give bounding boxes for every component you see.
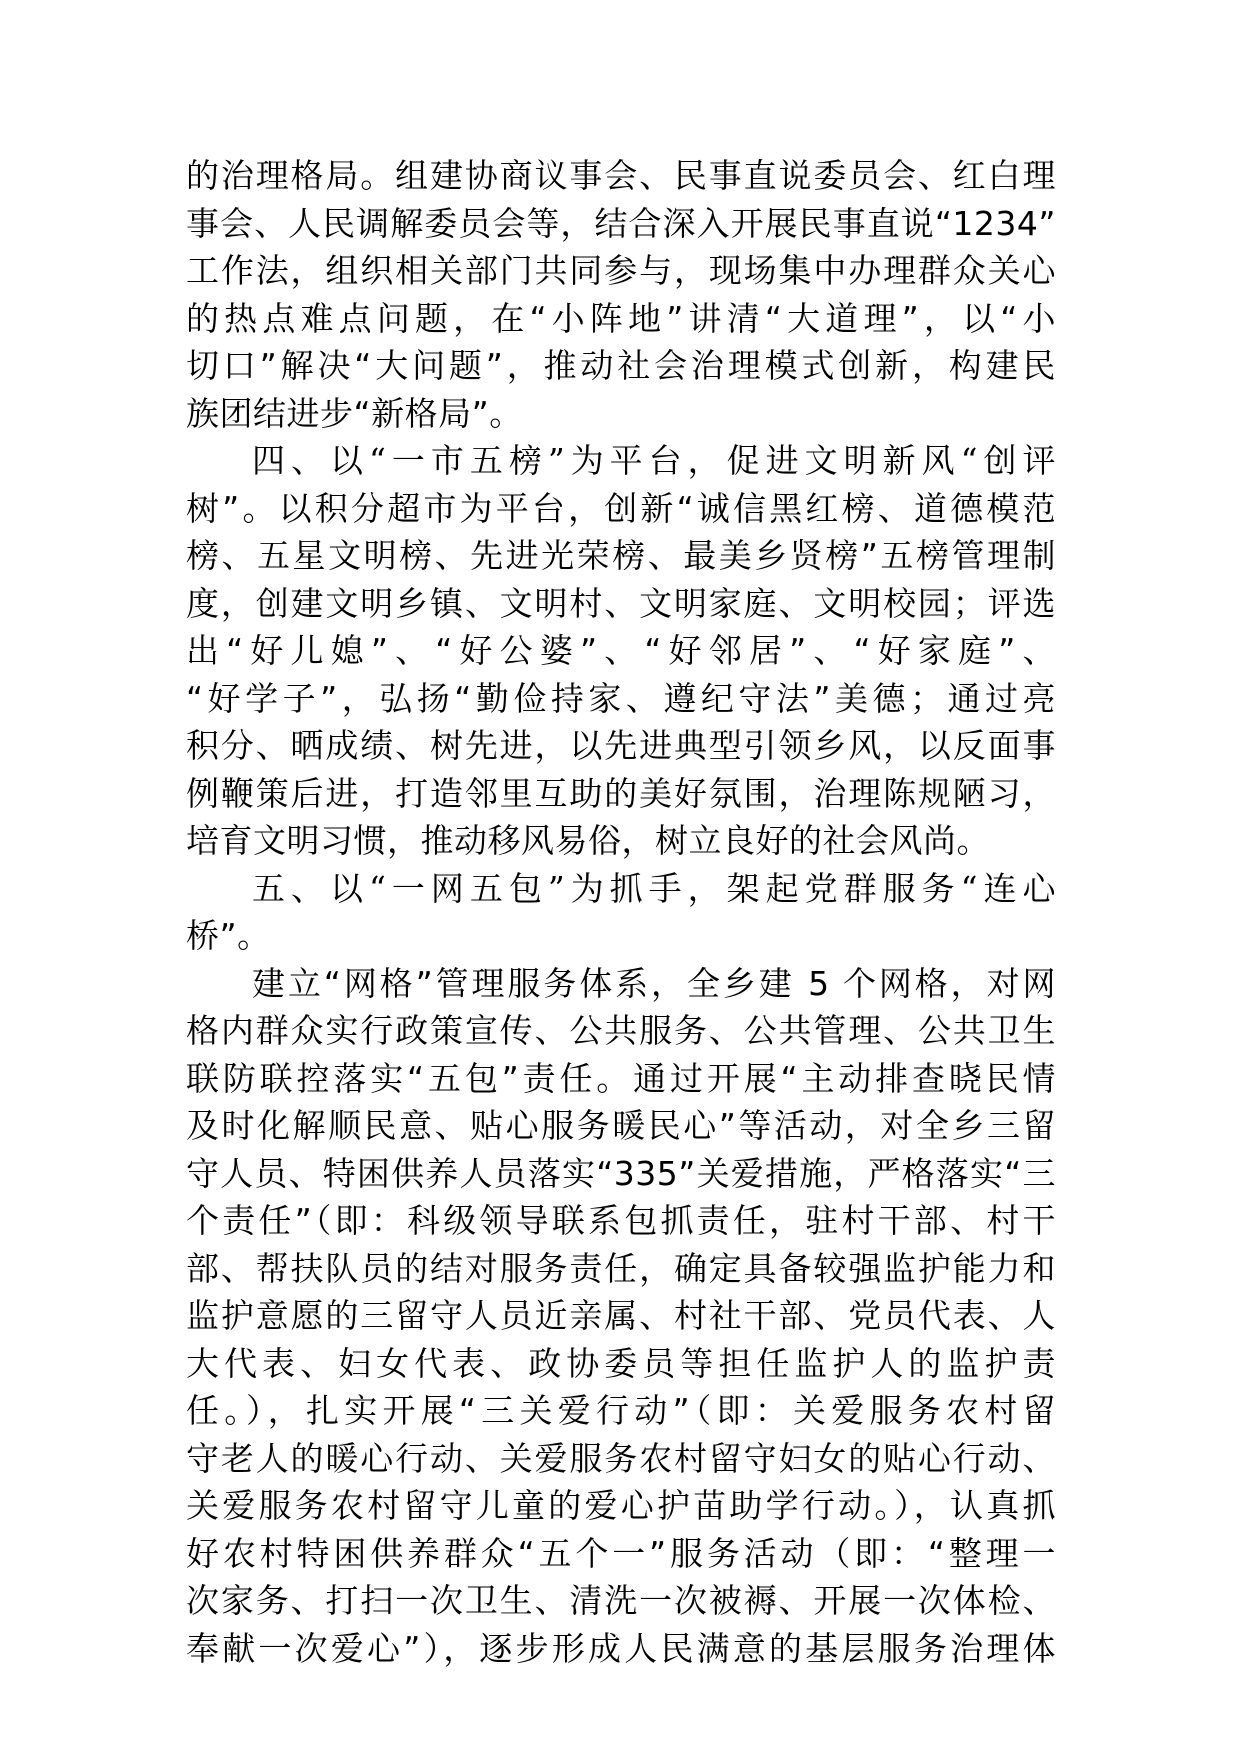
text-line: 事会、人民调解委员会等，结合深入开展民事直说“1234” xyxy=(186,203,1056,243)
text-line: 的热点难点问题，在“小阵地”讲清“大道理”，以“小 xyxy=(186,298,1056,338)
text-line: 的治理格局。组建协商议事会、民事直说委员会、红白理 xyxy=(186,156,1056,195)
text-line: 例鞭策后进，打造邻里互助的美好氛围，治理陈规陋习， xyxy=(186,773,1056,813)
text-line: 好农村特困供养群众“五个一”服务活动（即：“整理一 xyxy=(186,1533,1056,1573)
text-line: 及时化解顺民意、贴心服务暖民心”等活动，对全乡三留 xyxy=(186,1106,1056,1145)
text-line: 度，创建文明乡镇、文明村、文明家庭、文明校园；评选 xyxy=(186,583,1056,623)
text-line: 切口”解决“大问题”，推动社会治理模式创新，构建民 xyxy=(186,346,1056,385)
text-line: 工作法，组织相关部门共同参与，现场集中办理群众关心 xyxy=(186,251,1056,290)
text-line: 关爱服务农村留守儿童的爱心护苗助学行动。），认真抓 xyxy=(186,1486,1056,1525)
text-line: 次家务、打扫一次卫生、清洗一次被褥、开展一次体检、 xyxy=(186,1581,1056,1620)
text-line: 榜、五星文明榜、先进光荣榜、最美乡贤榜”五榜管理制 xyxy=(186,536,1056,575)
text-line: 大代表、妇女代表、政协委员等担任监护人的监护责 xyxy=(186,1343,1056,1383)
text-line: 积分、晒成绩、树先进，以先进典型引领乡风，以反面事 xyxy=(186,726,1056,765)
text-line: 出“好儿媳”、“好公婆”、“好邻居”、“好家庭”、 xyxy=(186,631,1056,670)
text-line: 建立“网格”管理服务体系，全乡建 5 个网格，对网 xyxy=(252,963,1056,1003)
paragraph-governance xyxy=(186,152,1056,437)
text-line: 监护意愿的三留守人员近亲属、村社干部、党员代表、人 xyxy=(186,1296,1056,1335)
section-heading-four: 四、以“一市五榜”为平台，促进文明新风“创评 xyxy=(252,441,1056,480)
text-line: 守人员、特困供养人员落实“335”关爱措施，严格落实“三 xyxy=(186,1153,1056,1193)
text-line: 任。），扎实开展“三关爱行动”（即：关爱服务农村留 xyxy=(186,1391,1056,1430)
text-line: 格内群众实行政策宣传、公共服务、公共管理、公共卫生 xyxy=(186,1011,1056,1050)
text-line: 培育文明习惯，推动移风易俗，树立良好的社会风尚。 xyxy=(186,821,990,860)
text-line: “好学子”，弘扬“勤俭持家、遵纪守法”美德；通过亮 xyxy=(186,678,1056,718)
document-body xyxy=(186,152,1056,1672)
section-heading-five: 五、以“一网五包”为抓手，架起党群服务“连心 xyxy=(252,868,1056,908)
text-line: 族团结进步“新格局”。 xyxy=(186,393,523,433)
paragraph-section-five-heading xyxy=(186,865,1056,960)
text-line: 树”。以积分超市为平台，创新“诚信黑红榜、道德模范 xyxy=(186,488,1056,528)
text-line: 部、帮扶队员的结对服务责任，确定具备较强监护能力和 xyxy=(186,1248,1056,1288)
paragraph-section-four xyxy=(186,437,1056,865)
text-line: 个责任”（即：科级领导联系包抓责任，驻村干部、村干 xyxy=(186,1201,1056,1240)
text-line: 守老人的暖心行动、关爱服务农村留守妇女的贴心行动、 xyxy=(186,1438,1056,1478)
text-line: 联防联控落实“五包”责任。通过开展“主动排查晓民情 xyxy=(186,1058,1056,1098)
text-line: 奉献一次爱心”），逐步形成人民满意的基层服务治理体 xyxy=(186,1628,1056,1668)
paragraph-grid-management xyxy=(186,960,1056,1673)
text-line: 桥”。 xyxy=(186,916,271,955)
